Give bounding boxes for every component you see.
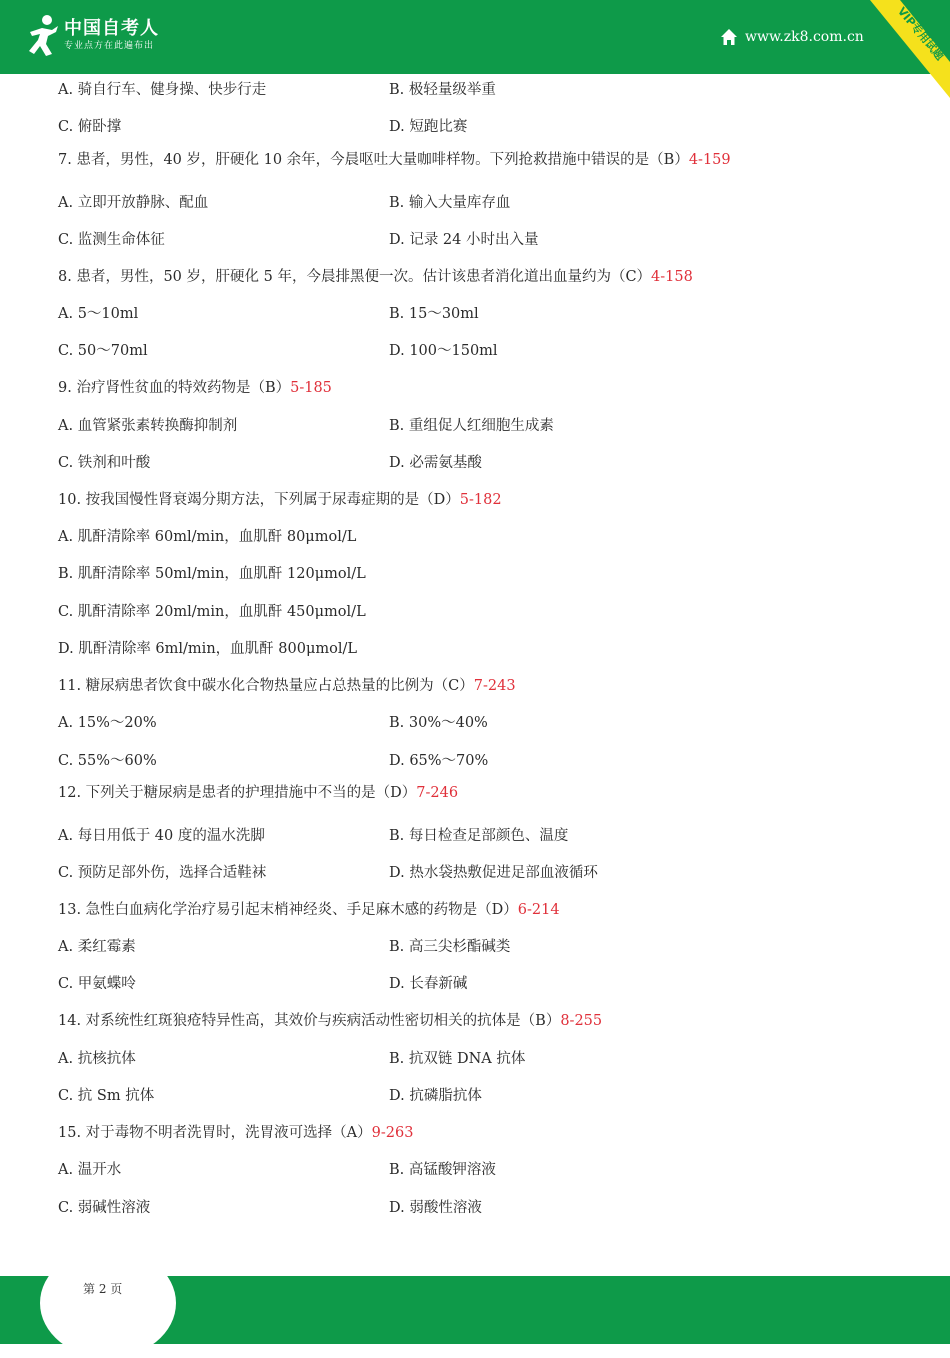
option-a-text: A. 每日用低于 40 度的温水洗脚 (58, 828, 265, 844)
option-a-text: C. 铁剂和叶酸 (58, 455, 151, 471)
question-text: 8. 患者，男性，50 岁，肝硬化 5 年，今晨排黑便一次。估计该患者消化道出血量约为（C） (58, 269, 652, 285)
option-a-text: C. 俯卧撑 (58, 119, 122, 135)
option-b-text: D. 100～150ml (389, 343, 498, 359)
question-text: 12. 下列关于糖尿病是患者的护理措施中不当的是（D） (58, 785, 417, 801)
vip-ribbon (870, 0, 950, 100)
question-text: 7. 患者，男性，40 岁，肝硬化 10 余年，今晨呕吐大量咖啡样物。下列抢救措施中错误的是（B） (58, 152, 689, 168)
option-b-text: B. 30%～40% (389, 715, 488, 731)
page-reference: 4-159 (688, 152, 731, 168)
page-reference: 9-263 (371, 1125, 414, 1141)
question-text: 9. 治疗肾性贫血的特效药物是（B） (58, 380, 291, 396)
option-a-text: A. 骑自行车、健身操、快步行走 (58, 82, 267, 98)
question-line (58, 150, 731, 170)
option-b-text: D. 65%～70% (389, 753, 489, 769)
option-a-text: C. 55%～60% (58, 753, 157, 769)
option-a-text: A. 柔红霉素 (58, 939, 136, 955)
question-line (58, 1011, 602, 1031)
page-reference: 8-255 (560, 1013, 603, 1029)
question-line (58, 900, 560, 920)
question-text: 11. 糖尿病患者饮食中碳水化合物热量应占总热量的比例为（C） (58, 678, 474, 694)
page-reference: 4-158 (651, 269, 693, 285)
option-a-text: C. 预防足部外伤，选择合适鞋袜 (58, 865, 267, 881)
option-a-text: C. 监测生命体征 (58, 232, 165, 248)
option-b-text: B. 每日检查足部颜色、温度 (389, 828, 569, 844)
option-b-text: D. 弱酸性溶液 (389, 1200, 482, 1216)
option-a-text: A. 5～10ml (58, 306, 139, 322)
option-b-text: B. 极轻量级举重 (389, 82, 496, 98)
option-b-text: B. 重组促人红细胞生成素 (389, 418, 554, 434)
question-text: 10. 按我国慢性肾衰竭分期方法，下列属于尿毒症期的是（D） (58, 492, 460, 508)
option-b-text: D. 必需氨基酸 (389, 455, 482, 471)
option-a-text: A. 抗核抗体 (58, 1051, 136, 1067)
option-a-text: A. 肌酐清除率 60ml/min，血肌酐 80μmol/L (58, 529, 357, 545)
page-reference: 7-246 (416, 785, 459, 801)
site-url: www.zk8.com.cn (745, 29, 864, 45)
option-a-text: D. 肌酐清除率 6ml/min，血肌酐 800μmol/L (58, 641, 357, 657)
logo-subtitle: 专业点方在此遍布出 (64, 41, 155, 51)
option-a-text: A. 温开水 (58, 1162, 122, 1178)
question-line (58, 676, 516, 696)
question-line (58, 490, 502, 510)
option-a-text: C. 弱碱性溶液 (58, 1200, 151, 1216)
option-b-text: B. 高三尖杉酯碱类 (389, 939, 511, 955)
question-text: 15. 对于毒物不明者洗胃时，洗胃液可选择（A） (58, 1125, 372, 1141)
question-line (58, 378, 332, 398)
option-b-text: D. 长春新碱 (389, 976, 468, 992)
option-b-text: B. 抗双链 DNA 抗体 (389, 1051, 526, 1067)
option-a-text: C. 50～70ml (58, 343, 148, 359)
question-text: 13. 急性白血病化学治疗易引起末梢神经炎、手足麻木感的药物是（D） (58, 902, 518, 918)
vip-label: VIP专用试题 (894, 4, 947, 63)
option-a-text: C. 抗 Sm 抗体 (58, 1088, 155, 1104)
option-b-text: D. 热水袋热敷促进足部血液循环 (389, 865, 598, 881)
site-link[interactable] (720, 28, 864, 46)
page-reference: 7-243 (473, 678, 516, 694)
page-reference: 6-214 (517, 902, 560, 918)
page-badge (40, 1248, 176, 1358)
page-number: 第 2 页 (83, 1282, 123, 1296)
option-b-text: D. 抗磷脂抗体 (389, 1088, 482, 1104)
running-man-icon (26, 14, 60, 58)
option-a-text: C. 甲氨蝶呤 (58, 976, 136, 992)
option-a-text: A. 立即开放静脉、配血 (58, 195, 209, 211)
option-a-text: B. 肌酐清除率 50ml/min，血肌酐 120μmol/L (58, 566, 366, 582)
logo-title: 中国自考人 (64, 18, 159, 39)
page-reference: 5-185 (290, 380, 332, 396)
header-bar (0, 0, 950, 74)
option-b-text: B. 高锰酸钾溶液 (389, 1162, 496, 1178)
option-b-text: B. 15～30ml (389, 306, 479, 322)
question-line (58, 783, 458, 803)
option-b-text: B. 输入大量库存血 (389, 195, 511, 211)
site-logo[interactable] (26, 14, 159, 58)
home-icon (720, 28, 738, 46)
option-b-text: D. 短跑比赛 (389, 119, 468, 135)
option-b-text: D. 记录 24 小时出入量 (389, 232, 539, 248)
question-text: 14. 对系统性红斑狼疮特异性高，其效价与疾病活动性密切相关的抗体是（B） (58, 1013, 561, 1029)
question-line (58, 267, 693, 287)
option-a-text: A. 血管紧张素转换酶抑制剂 (58, 418, 238, 434)
page-reference: 5-182 (459, 492, 502, 508)
option-a-text: C. 肌酐清除率 20ml/min，血肌酐 450μmol/L (58, 604, 366, 620)
option-a-text: A. 15%～20% (58, 715, 157, 731)
question-line (58, 1123, 413, 1143)
